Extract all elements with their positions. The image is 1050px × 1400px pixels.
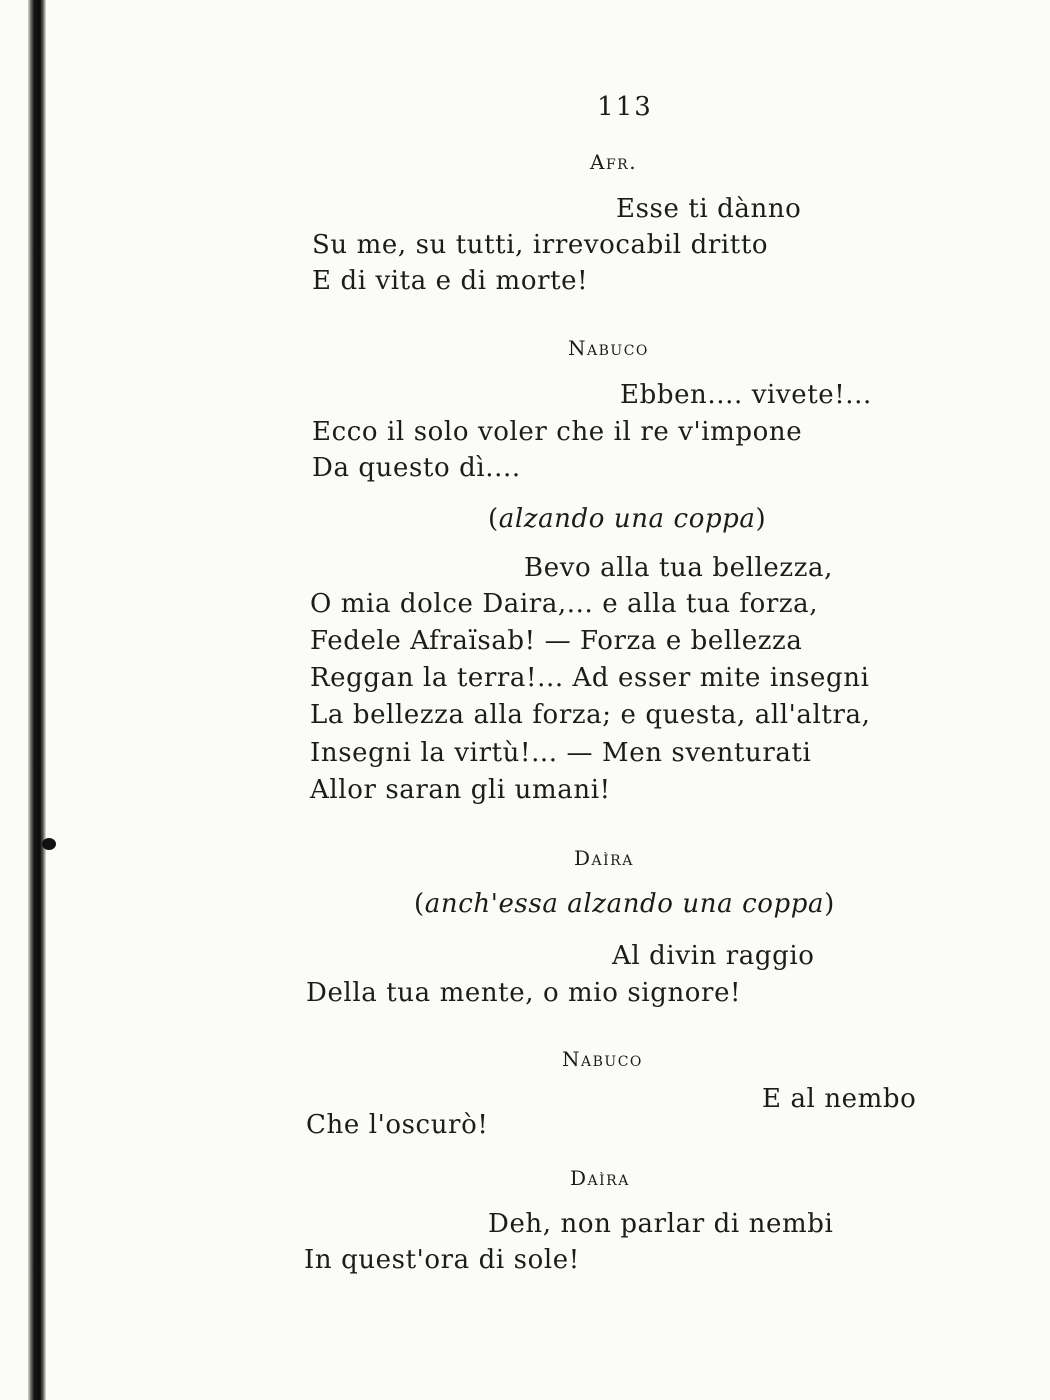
verse-line: Su me, su tutti, irrevocabil dritto [312, 230, 769, 260]
stage-direction: (anch'essa alzando una coppa) [414, 889, 835, 919]
stage-direction: (alzando una coppa) [488, 504, 767, 534]
verse-line: Della tua mente, o mio signore! [306, 978, 742, 1008]
verse-line: E al nembo [762, 1084, 917, 1114]
verse-line: Esse ti dànno [616, 194, 802, 224]
verse-line: Che l'oscurò! [306, 1110, 489, 1140]
verse-line: O mia dolce Daira,... e alla tua forza, [310, 589, 819, 619]
verse-line: Allor saran gli umani! [310, 775, 611, 805]
verse-line: Ecco il solo voler che il re v'impone [312, 417, 803, 447]
page-number: 113 [597, 92, 653, 122]
verse-line: Reggan la terra!... Ad esser mite insegni [310, 663, 870, 693]
speaker-name: Daìra [570, 1166, 630, 1190]
verse-line: E di vita e di morte! [312, 266, 589, 296]
verse-line: Al divin raggio [612, 941, 815, 971]
verse-line: Insegni la virtù!... — Men sventurati [310, 738, 812, 768]
verse-line: Da questo dì.... [312, 453, 521, 483]
verse-line: Fedele Afraïsab! — Forza e bellezza [310, 626, 803, 656]
speaker-name: Daìra [574, 846, 634, 870]
verse-line: Deh, non parlar di nembi [488, 1209, 834, 1239]
verse-line: In quest'ora di sole! [304, 1245, 580, 1275]
verse-line: Bevo alla tua bellezza, [524, 553, 833, 583]
speaker-name: Nabuco [568, 336, 649, 360]
verse-line: Ebben.... vivete!... [620, 380, 872, 410]
binding-mark [42, 838, 56, 850]
verse-line: La bellezza alla forza; e questa, all'altra, [310, 700, 871, 730]
speaker-name: Afr. [590, 150, 638, 174]
speaker-name: Nabuco [562, 1047, 643, 1071]
page-binding-edge [28, 0, 46, 1400]
